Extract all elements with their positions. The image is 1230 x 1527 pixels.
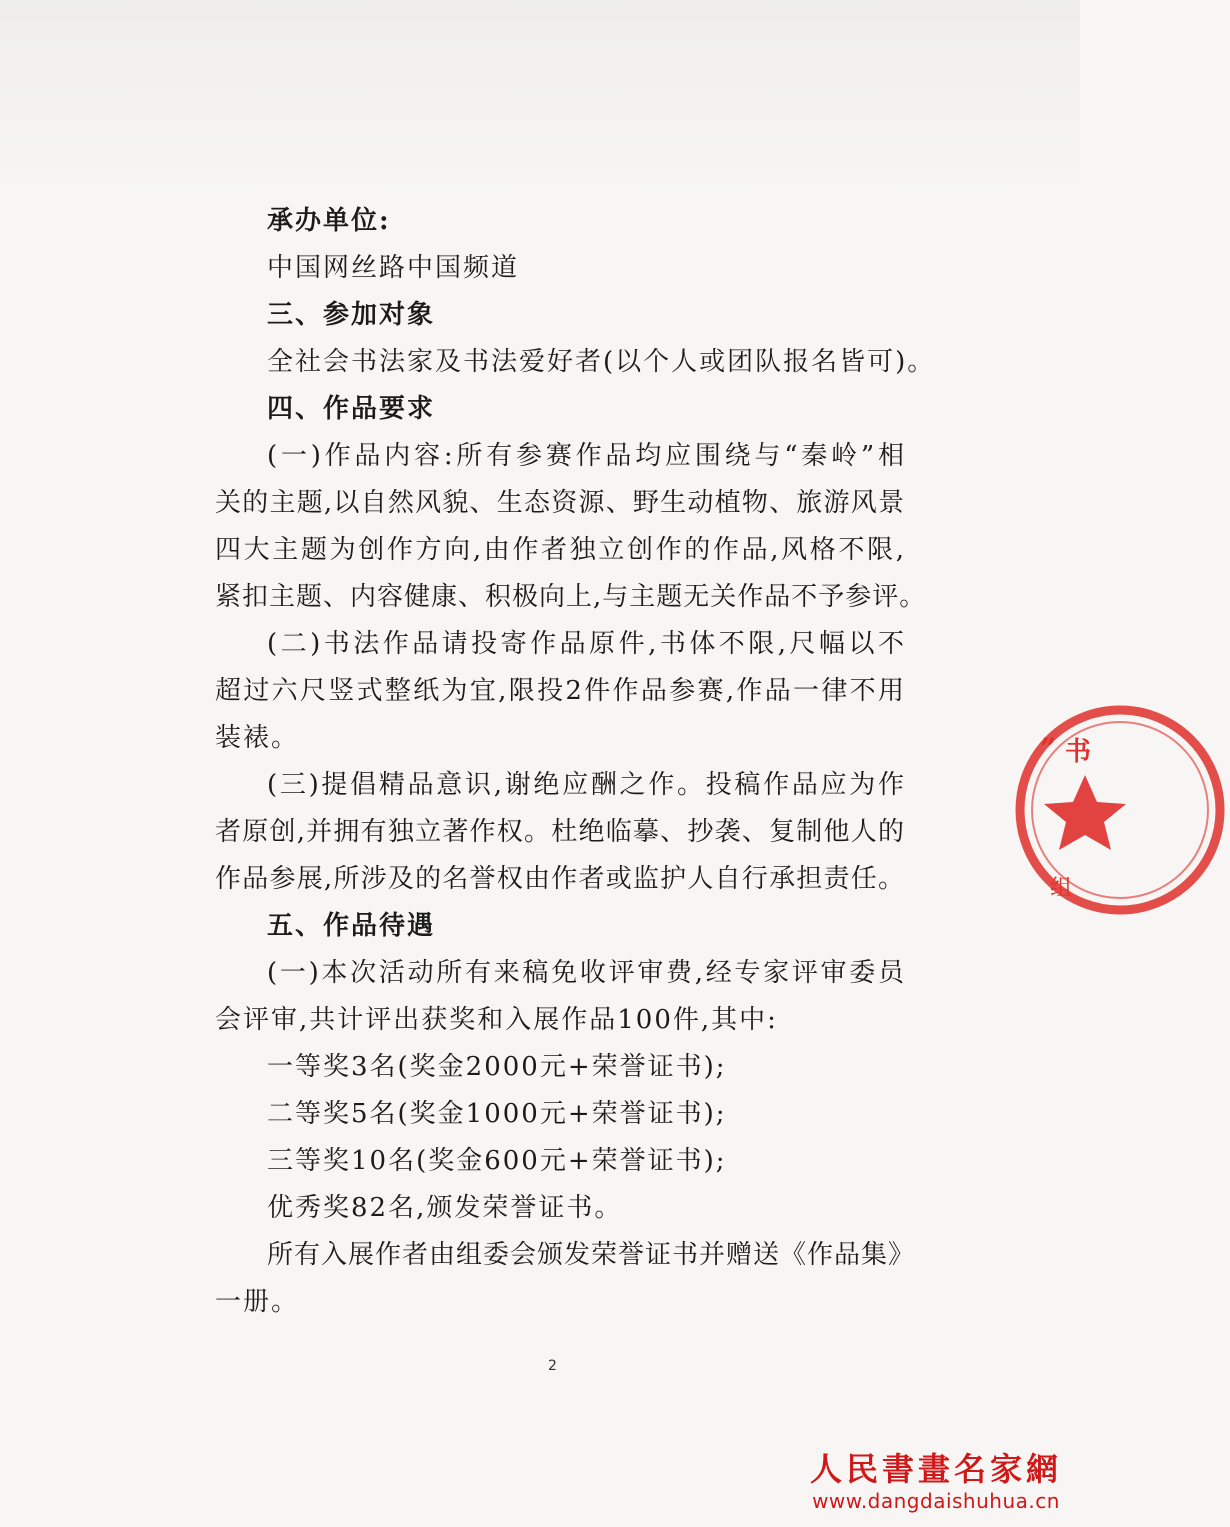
paragraph-line: 一等奖3名(奖金2000元+荣誉证书); <box>267 1052 727 1082</box>
seal-text-top: 书 <box>1065 737 1092 767</box>
paragraph-line: 者原创,并拥有独立著作权。杜绝临摹、抄袭、复制他人的 <box>215 817 905 847</box>
paragraph-line: 一册。 <box>215 1287 300 1317</box>
section-heading: 三、参加对象 <box>267 300 436 330</box>
section-heading: 承办单位: <box>267 206 391 236</box>
paragraph-line: 作品参展,所涉及的名誉权由作者或监护人自行承担责任。 <box>215 864 905 894</box>
paragraph-line: 会评审,共计评出获奖和入展作品100件,其中: <box>215 1005 778 1035</box>
paragraph-line: (一)作品内容:所有参赛作品均应围绕与“秦岭”相 <box>267 441 905 471</box>
paragraph-line: 三等奖10名(奖金600元+荣誉证书); <box>267 1146 727 1176</box>
paragraph-line: 超过六尺竖式整纸为宜,限投2件作品参赛,作品一律不用 <box>215 676 905 706</box>
seal-star-icon <box>1044 775 1126 850</box>
page-number: 2 <box>548 1358 557 1374</box>
paragraph-line: 所有入展作者由组委会颁发荣誉证书并赠送《作品集》 <box>267 1240 916 1270</box>
paragraph-line: 四大主题为创作方向,由作者独立创作的作品,风格不限, <box>215 535 905 565</box>
paragraph-line: (一)本次活动所有来稿免收评审费,经专家评审委员 <box>267 958 905 988</box>
svg-text:”: ” <box>1040 732 1057 765</box>
paragraph-line: (三)提倡精品意识,谢绝应酬之作。投稿作品应为作 <box>267 770 905 800</box>
paragraph-line: 二等奖5名(奖金1000元+荣誉证书); <box>267 1099 727 1129</box>
watermark-title: 人民書畫名家網 <box>809 1450 1062 1488</box>
paragraph-line: 关的主题,以自然风貌、生态资源、野生动植物、旅游风景 <box>215 488 905 518</box>
document-body <box>215 198 936 1326</box>
section-heading: 四、作品要求 <box>267 394 436 424</box>
paragraph-line: 装裱。 <box>215 723 300 753</box>
site-watermark <box>806 1449 1066 1513</box>
red-seal-stamp <box>1010 690 1230 930</box>
seal-text-bottom: 组 <box>1050 876 1073 901</box>
watermark-url: www.dangdaishuhua.cn <box>812 1489 1060 1513</box>
section-heading: 五、作品待遇 <box>267 911 436 941</box>
paragraph-line: 中国网丝路中国频道 <box>267 253 520 283</box>
scan-shadow <box>0 0 1080 200</box>
paragraph-line: 全社会书法家及书法爱好者(以个人或团队报名皆可)。 <box>267 347 936 377</box>
paragraph-line: 优秀奖82名,颁发荣誉证书。 <box>267 1193 623 1223</box>
paragraph-line: 紧扣主题、内容健康、积极向上,与主题无关作品不予参评。 <box>215 582 927 612</box>
paragraph-line: (二)书法作品请投寄作品原件,书体不限,尺幅以不 <box>267 629 905 659</box>
